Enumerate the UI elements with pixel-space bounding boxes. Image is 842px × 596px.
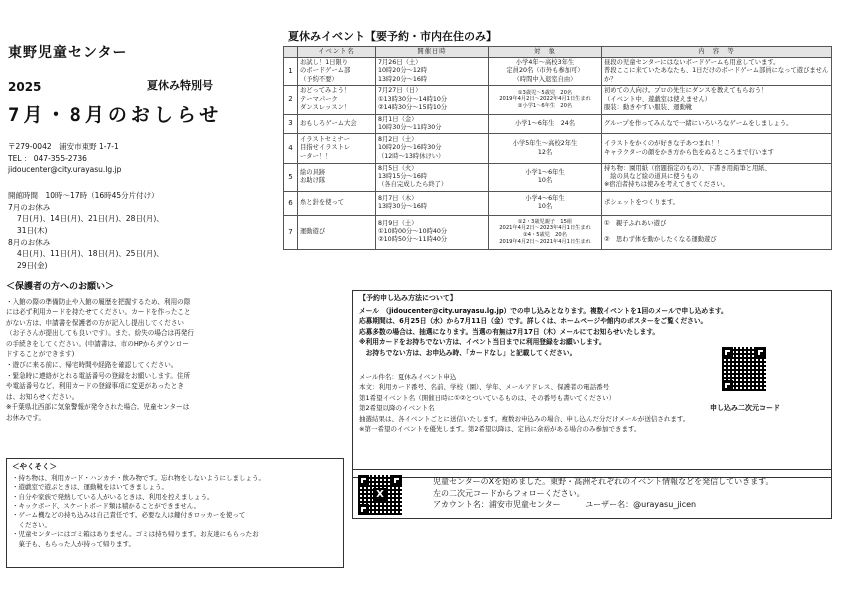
event-target: 小学4年～高校3年生 定員20名（市外も参加可） （時間中入退室自由） (489, 58, 602, 86)
application-bold-line: 応募期間は、6月25日（水）から7月11日（金）です。詳しくは、ホームページや館内のポスターをご覧ください。 (359, 317, 708, 326)
events-title: 夏休みイベント【要予約・市内在住のみ】 (288, 30, 497, 43)
event-content: グループを作ってみんなで一緒にいろいろなゲームをしましょう。 (602, 114, 832, 133)
event-date: 8月7日（木） 13時30分～16時 (376, 191, 489, 215)
event-row (284, 164, 832, 192)
postal-address: 〒279-0042 浦安市東野 1-7-1 (8, 142, 119, 151)
opening-hours (8, 190, 164, 271)
event-row (284, 215, 832, 249)
event-target: 小学1～6年生 10名 (489, 164, 602, 192)
x-info-line1: 児童センターのXを始めました。東野・高洲それぞれのイベント情報などを発信していきます。 (433, 477, 774, 486)
promise-line: ・遊戯室で遊ぶときは、運動靴をはいてきましょう。 (12, 483, 168, 492)
promise-title: ＜やくそく＞ (12, 462, 57, 471)
events-header-row (284, 47, 832, 58)
application-line: メール件名：夏休みイベント申込 (359, 372, 457, 381)
event-number: 6 (284, 191, 298, 215)
year: 2025 (8, 80, 42, 94)
guardian-line: ・遊びに来る前に、帰宅時間や経路を確認してください。 (6, 360, 178, 369)
application-line: 第2希望以降のイベント名 (359, 404, 435, 413)
monthly-notice-title: 7月・8月のおしらせ (8, 104, 223, 126)
application-bold-line: メール （jidoucenter@city.urayasu.lg.jp）での申し込みとなります。複数イベントを1回のメールで申し込めます。 (359, 307, 728, 316)
guardian-notice (6, 282, 272, 423)
promise-line: ・キックボード、スケートボード類は積かることができません。 (12, 502, 201, 511)
guardian-line: ドすることができます) (6, 350, 75, 359)
event-target: ①2・3歳児親子 15組 2021年4月2日～2023年4月1日生まれ ②4・5歳児 20名 2019年4月2日～2021年4月1日生まれ (489, 215, 602, 249)
guardian-line: ・入館の際の準備防止や入館の履歴を把握するため、利用の際 (6, 297, 191, 306)
event-date: 8月1日（金） 10時30分～11時30分 (376, 114, 489, 133)
event-name: 糸と針を使って (298, 191, 376, 215)
guardian-line: ※千葉県北西部に気象警報が発令された場合、児童センターは (6, 403, 190, 412)
event-row (284, 58, 832, 86)
promise-line: 菓子も、もらった人が持って帰ります。 (12, 539, 135, 548)
guardian-line: や電話番号など、利用カードの登録事項に変更があったとき (6, 382, 184, 391)
event-row (284, 191, 832, 215)
guardian-line: の手続きをしてください。(申請書は、市のHPからダウンロー (6, 339, 189, 348)
event-target: 小学5年生～高校2年生 12名 (489, 134, 602, 164)
august-closed-title: 8月のお休み (8, 237, 51, 247)
event-name: おもしろゲーム大会 (298, 114, 376, 133)
application-bold-line: お持ちでない方は、お申込み時、「カードなし」と記載してください。 (359, 348, 577, 357)
promise-line: ・ゲーム機などの持ち込みは自己責任です。必要な人は鍵付きロッカーを使って (12, 511, 246, 520)
application-title: 【予約申し込み方法について】 (359, 294, 457, 302)
event-number: 5 (284, 164, 298, 192)
event-content: ポシェットをつくります。 (602, 191, 832, 215)
promise-box (6, 458, 344, 568)
application-line: ※第一希望のイベントを優先します。第2希望以降は、定員に余裕がある場合のみ参加できます。 (359, 424, 641, 433)
promise-line: ・持ち物は、利用カード・ハンカチ・飲み物です。忘れ物をしないようにしましょう。 (12, 473, 265, 482)
center-name: 東野児童センター (8, 45, 128, 61)
event-content: 持ち物：園用紙（宿題指定のもの）、下書き用鉛筆と用紙、 絵の具など絵の道具に使うもの ※宿泊者持ちは使みを考えてきてください。 (602, 164, 832, 192)
x-account-name: アカウント名：浦安市児童センター (433, 500, 561, 510)
promise-line: ・自分や家族で発熱している人がいるときは、利用を控えましょう。 (12, 492, 214, 501)
header-content: 内 容 等 (602, 47, 832, 58)
event-target: ①3歳児～5歳児 20名 2019年4月2日～2022年4月1日生まれ ②小学1～6年生 20名 (489, 85, 602, 114)
event-date: 8月5日（火） 13時15分～16時 （各自完成したら終了） (376, 164, 489, 192)
header-event-name: イベント名 (298, 47, 376, 58)
event-name: イラストセミナー 目指せイラストレ ーター！！ (298, 134, 376, 164)
guardian-notice-title: ＜保護者の方へのお願い＞ (6, 282, 115, 292)
july-closed-title: 7月のお休み (8, 202, 51, 212)
event-number: 1 (284, 58, 298, 86)
event-name: おどってみよう！ テーマパーク ダンスレッスン！ (298, 85, 376, 114)
application-qr-caption: 申し込み二次元コード (710, 404, 780, 412)
event-content: イラストをかくのが好きな子あつまれ！！ キャラクターの顔をかき方から色をぬるところまで行います (602, 134, 832, 164)
promise-line: ください。 (12, 520, 51, 529)
event-content: 初めての人向け。プロの先生にダンスを教えてもらおう！ （イベント中、遊戯室は使えません） 服装：動きやすい服装、運動靴 (602, 85, 832, 114)
guardian-line: ・緊急時に連絡がとれる電話番号の登録をお願いします。住所 (6, 371, 191, 380)
event-content: 昼段の児童センターにはないボードゲームも用意しています。 普段ここに来ていたあなたも、1日だけのボードゲーム部員になって遊びませんか？ (602, 58, 832, 86)
email-address[interactable]: jidoucenter@city.urayasu.lg.jp (8, 165, 122, 175)
application-line: 本文：利用カード番号、名前、学校（園）、学年、メールアドレス、保護者の電話番号 (359, 383, 610, 392)
events-table (283, 46, 832, 250)
event-name: 絵の具跡 お助け隊 (298, 164, 376, 192)
header-number (284, 47, 298, 58)
guardian-line: （お子さんが提出しても良いです）。また、紛失の場合は再発行 (6, 329, 194, 338)
august-closed-days: 4日(月)、11日(月)、18日(月)、25日(月)、 (17, 249, 164, 259)
x-info-line2: 左の二次元コードからフォローください。 (433, 488, 585, 498)
event-date: 8月9日（土） ①10時00分～10時40分 ②10時50分～11時40分 (376, 215, 489, 249)
event-number: 2 (284, 85, 298, 114)
august-closed-days-2: 29日(金) (17, 260, 48, 270)
opening-time: 開館時間 10時～17時（16時45分片付け） (8, 191, 159, 200)
event-row (284, 85, 832, 114)
application-line: 第1希望イベント名（開催日時に①②とついているものは、その番号も書いてください） (359, 393, 616, 402)
event-name: お試し！1日限り のボードゲーム部 （予約不要） (298, 58, 376, 86)
guardian-line: お休みです。 (6, 413, 46, 422)
guardian-line: は、お知らせください。 (6, 392, 79, 401)
x-account-info (433, 476, 774, 511)
application-line: 抽選結果は、各イベントごとに送信いたします。複数お申込みの場合、申し込んだ分だけメールが送信されます。 (359, 414, 690, 423)
guardian-line: がない方は、申請書を保護者の方が記入し提出してください (6, 318, 185, 327)
x-user-name[interactable]: ユーザー名：@urayasu_jicen (585, 500, 697, 510)
header-target: 対 象 (489, 47, 602, 58)
event-number: 3 (284, 114, 298, 133)
header-date: 開催日時 (376, 47, 489, 58)
event-date: 7月26日（土） 10時20分～12時 13時20分～16時 (376, 58, 489, 86)
x-logo-icon: X (373, 488, 387, 502)
july-closed-days-2: 31日(木) (17, 225, 48, 235)
special-edition-title: 夏休み特別号 (147, 79, 213, 92)
event-date: 8月2日（土） 10時20分～16時30分 （12時～13時休けい） (376, 134, 489, 164)
event-name: 運動遊び (298, 215, 376, 249)
event-number: 4 (284, 134, 298, 164)
promise-line: ・児童センターにはゴミ箱はありません。ゴミは持ち帰ります。お友達にもらったお (12, 530, 259, 539)
event-content: ① 親子ふれあい遊び ② 思わず体を動かしたくなる運動遊び (602, 215, 832, 249)
july-closed-days: 7日(月)、14日(月)、21日(月)、28日(月)、 (17, 214, 164, 224)
event-target: 小学1～6年生 24名 (489, 114, 602, 133)
guardian-line: には必ず利用カードを持たせてください。カードを作ったこと (6, 308, 191, 317)
event-row (284, 134, 832, 164)
application-bold-line: ※利用カードをお持ちでない方は、イベント当日までに利用登録をお願いします。 (359, 338, 606, 347)
contact-info (8, 141, 121, 176)
event-target: 小学4～6年生 10名 (489, 191, 602, 215)
event-date: 7月27日（日） ①13時30分～14時10分 ②14時30分～15時10分 (376, 85, 489, 114)
event-row (284, 114, 832, 133)
event-number: 7 (284, 215, 298, 249)
application-qr-code[interactable] (722, 347, 766, 391)
application-bold-line: 応募多数の場合は、抽選になります。当選の有無は7月17日（木）メールにてお知らせいたします。 (359, 327, 660, 336)
telephone: TEL ： 047-355-2736 (8, 153, 87, 163)
